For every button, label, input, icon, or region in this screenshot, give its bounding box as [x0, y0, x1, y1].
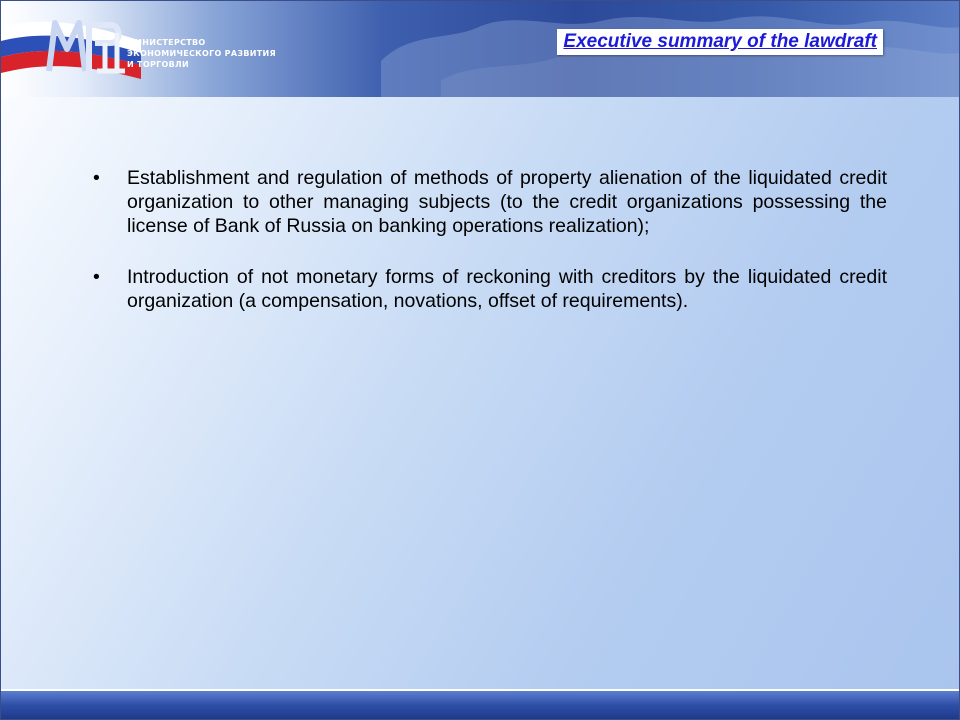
bullet-text: Introduction of not monetary forms of reckoning with creditors by the liquidated credit organization (a compensation, novations, offset of requirements). — [127, 266, 887, 312]
bullet-text: Establishment and regulation of methods of property alienation of the liquidated credit organization to other managing subjects (to the credit organizations possessing the license of Bank of Russia on banking operations realization); — [127, 167, 887, 237]
bullet-icon: • — [93, 266, 100, 288]
bullet-icon: • — [93, 167, 100, 189]
ministry-name-line-1: МИНИСТЕРСТВО — [127, 38, 206, 47]
header-banner — [1, 1, 960, 97]
ministry-name-line-3: И ТОРГОВЛИ — [127, 60, 189, 69]
ministry-name-line-2: ЭКОНОМИЧЕСКОГО РАЗВИТИЯ — [127, 49, 276, 58]
bullet-list — [93, 166, 887, 340]
slide-title: Executive summary of the lawdraft — [563, 31, 877, 52]
list-item — [93, 265, 887, 313]
title-box — [557, 29, 883, 55]
ministry-name — [127, 37, 276, 70]
list-item — [93, 166, 887, 238]
footer-bar — [1, 689, 960, 719]
